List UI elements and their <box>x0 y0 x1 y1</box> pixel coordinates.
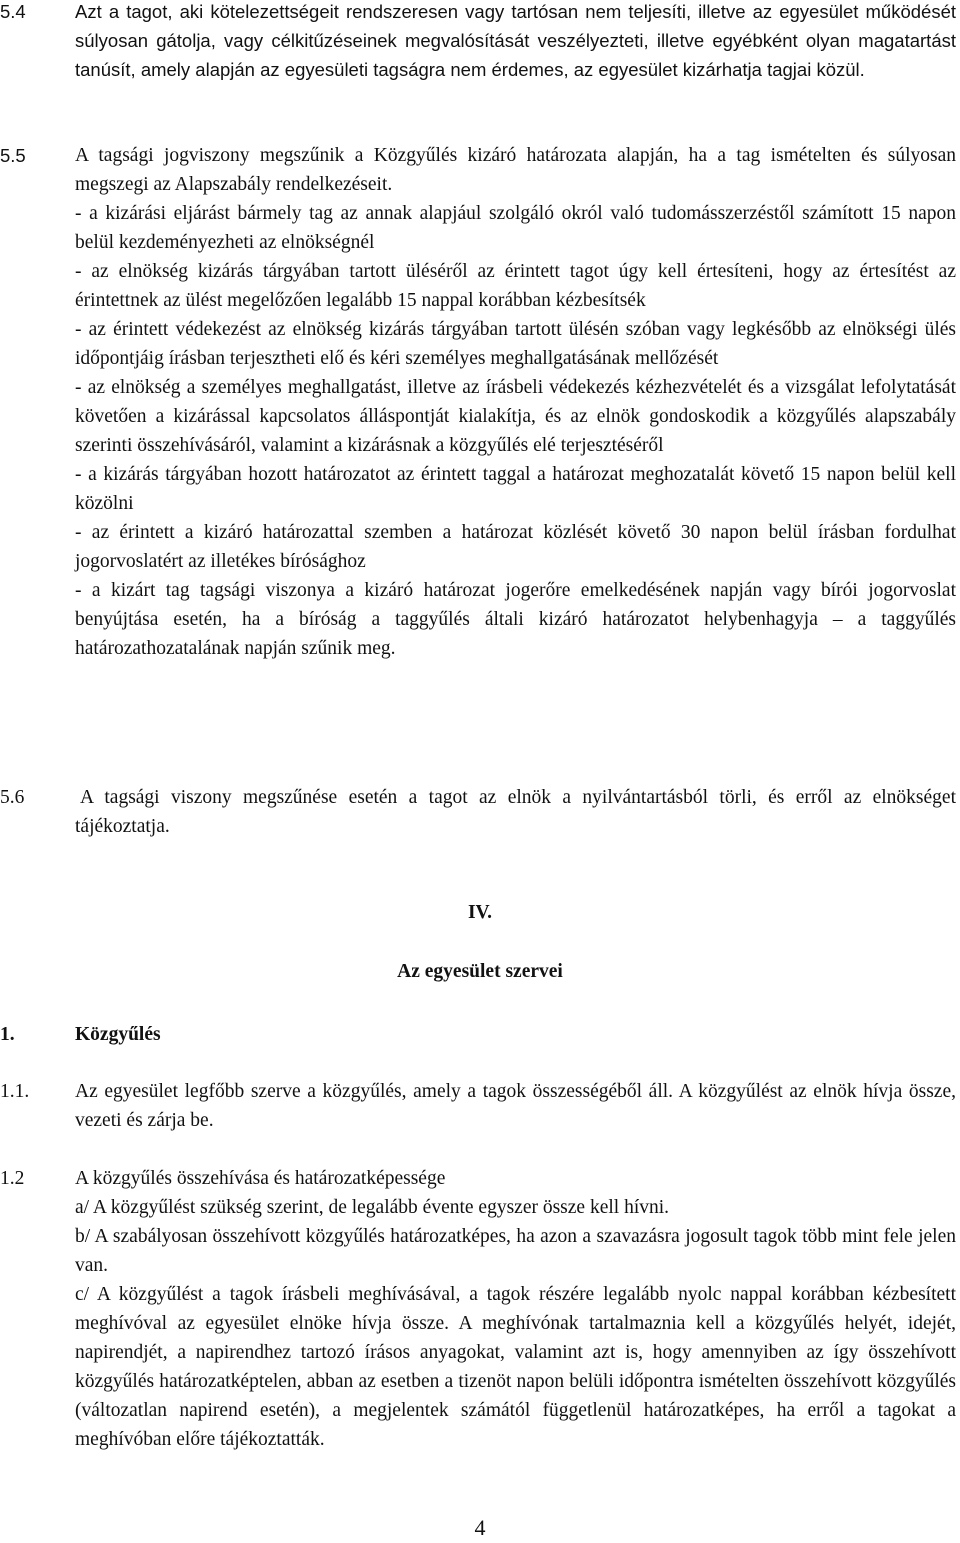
section-1-1 <box>0 1077 960 1135</box>
page-number: 4 <box>474 1515 486 1540</box>
section-5-4 <box>0 0 960 84</box>
list-item: - a kizárás tárgyában hozott határozatot az érintett taggal a határozat meghozatalát követő 15 napon belül kell közölni <box>75 464 956 514</box>
section-number: 1. <box>0 1024 15 1045</box>
list-item: b/ A szabályosan összehívott közgyűlés határozatképes, ha azon a szavazásra jogosult tagok több mint fele jelen van. <box>75 1226 956 1276</box>
paragraph: A tagsági jogviszony megszűnik a Közgyűlés kizáró határozata alapján, ha a tag ismételten és súlyosan megszegi az Alapszabály rendelkezéseit. <box>75 145 956 195</box>
list-item: - a kizárási eljárást bármely tag az annak alapjául szolgáló okról való tudomásszerzéstől számított 15 napon belül kezdeményezheti az elnökségnél <box>75 203 956 253</box>
subsection-title: A közgyűlés összehívása és határozatképessége <box>75 1168 446 1189</box>
chapter-number: IV. <box>467 902 493 923</box>
section-body <box>75 0 956 84</box>
list-item: c/ A közgyűlést a tagok írásbeli meghívásával, a tagok részére legalább nyolc nappal korábban kézbesített meghívóval az egyesület elnöke hívja össze. A meghívónak tartalmaznia kell a közgyűlés helyét, idejét, napirendjét, a napirendhez tartozó írásos anyagokat, valamint azt is, hogy amennyiben az így összehívott közgyűlés határozatképtelen, abban az esetben a tizenöt napon belüli időpontra ismételten összehívott közgyűlés (változatlan napirend esetén), a megjelentek számától függetlenül határozatképes, ha erről a tagokat a meghívóban előre tájékoztatták. <box>75 1284 956 1450</box>
list-item: - az érintett védekezést az elnökség kizárás tárgyában tartott ülésén szóban vagy legkésőbb az elnökségi ülés időpontjáig írásban terjesztheti elő és kéri személyes meghallgatásának mellőzését <box>75 319 956 369</box>
list-item: - az érintett a kizáró határozattal szemben a határozat közlését követő 30 napon belül írásban fordulhat jogorvoslatért az illetékes bírósághoz <box>75 522 956 572</box>
list-item: - a kizárt tag tagsági viszonya a kizáró határozat jogerőre emelkedésének napján vagy bírói jogorvoslat benyújtása esetén, ha a bíróság a taggyűlés általi kizáró határozatot helybenhagyja – a taggyűlés határozathozatalának napján szűnik meg. <box>75 580 956 659</box>
section-1-heading <box>0 1020 960 1049</box>
section-1-2 <box>0 1164 960 1454</box>
list-item: a/ A közgyűlést szükség szerint, de legalább évente egyszer össze kell hívni. <box>75 1197 670 1218</box>
section-body <box>75 783 956 841</box>
chapter-title: Az egyesület szervei <box>397 961 563 982</box>
section-title: Közgyűlés <box>75 1024 161 1045</box>
paragraph: A tagsági viszony megszűnése esetén a tagot az elnök a nyilvántartásból törli, és erről az elnökséget tájékoztatja. <box>75 787 956 837</box>
list-item: - az elnökség kizárás tárgyában tartott üléséről az érintett tagot úgy kell értesíteni, hogy az értesítést az érintettnek az ülést megelőzően legalább 15 nappal korábban kézbesítsék <box>75 261 956 311</box>
paragraph: Azt a tagot, aki kötelezettségeit rendszeresen vagy tartósan nem teljesíti, illetve az egyesület működését súlyosan gátolja, vagy célkitűzéseinek megvalósítását veszélyezteti, illetve egyébként olyan magatartást tanúsít, amely alapján az egyesületi tagságra nem érdemes, az egyesület kizárhatja tagjai közül. <box>75 1 956 80</box>
section-number: 5.6 <box>0 787 25 808</box>
section-5-5 <box>0 141 960 663</box>
section-5-6 <box>0 783 960 841</box>
section-number: 5.4 <box>0 1 26 22</box>
section-number: 1.1. <box>0 1081 30 1102</box>
section-body <box>75 1077 956 1135</box>
list-item: - az elnökség a személyes meghallgatást, illetve az írásbeli védekezés kézhezvételét és a vizsgálat lefolytatását követően a kizárással kapcsolatos álláspontját kialakítja, és az elnök gondoskodik a közgyűlés alapszabály szerinti összehívásáról, valamint a kizárásnak a közgyűlés elé terjesztéséről <box>75 377 956 456</box>
section-body <box>75 1164 956 1454</box>
section-number: 1.2 <box>0 1168 25 1189</box>
section-number: 5.5 <box>0 145 26 166</box>
paragraph: Az egyesület legfőbb szerve a közgyűlés, amely a tagok összességéből áll. A közgyűlést az elnök hívja össze, vezeti és zárja be. <box>75 1081 956 1131</box>
section-body <box>75 141 956 663</box>
